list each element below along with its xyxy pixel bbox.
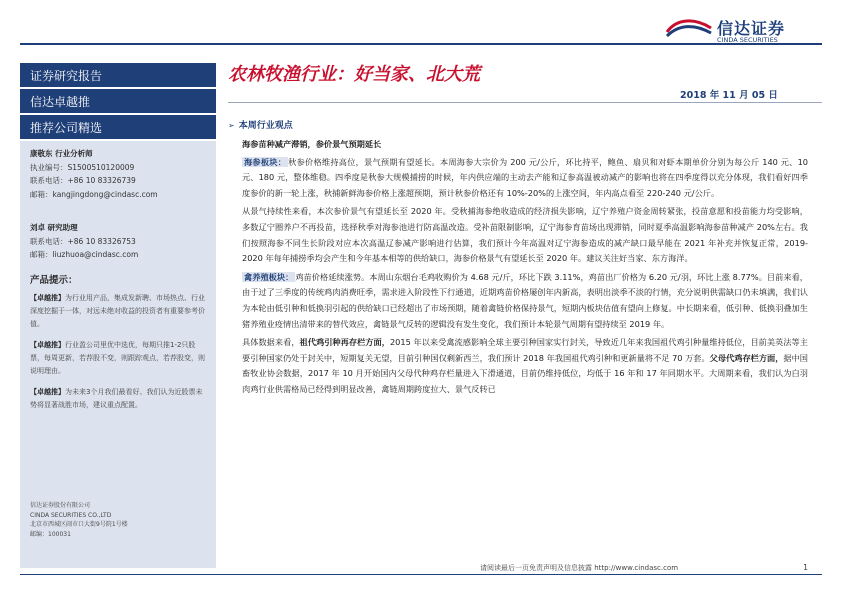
arrow-bullet-icon: ➢ — [228, 121, 235, 130]
analyst-license: 执业编号：S1500510120009 — [30, 162, 135, 172]
company-address: 北京市西城区闹市口大街9号院1号楼 — [30, 521, 128, 528]
analyst-email[interactable]: 邮箱：kangjingdong@cindasc.com — [30, 189, 158, 199]
section-rule — [228, 102, 822, 103]
rating-title: 信达卓越推 — [20, 89, 216, 115]
logo-text-cn: 信达证券 — [717, 19, 786, 38]
page-number: 1 — [803, 563, 809, 572]
product-tip: 【卓越推】为行业用产品，集成发新聘、市场热点、行业深度挖掘于一体，对远未绝对收益的投资者有重要参考价值。 — [30, 293, 205, 328]
sidebar — [20, 63, 216, 568]
analyst-name: 康敬东 行业分析师 — [30, 149, 93, 158]
cinda-logo-mark-icon — [665, 16, 713, 38]
body-headline: 海参苗种减产滞销，参价景气预期延长 — [242, 139, 382, 149]
paragraph-sea-cucumber: 海参板块： 秋参价格维持高位，景气预期有望延长。本周海参大宗价为 200 元/公斤，环比持平，鲍鱼、扇贝和对虾本期单价分别为每公斤 140 元、10 元、180 元，整体维稳。四季度是秋参大规模捕捞的时候，年内供应端的主动去产能和辽参高温被动减产的影响也将在四季度得以充分体现，我们看好四季度参价的新一轮上涨，秋捕新鲜海参价格上涨超预期，预计秋参价格还有 10%-20%的上涨空间，年内高点看至 220-240 元/公斤。 — [242, 156, 808, 198]
report-date: 2018 年 11 月 05 日 — [680, 90, 778, 101]
recommend-title: 推荐公司精选 — [20, 115, 216, 141]
assistant-name: 刘卓 研究助理 — [30, 223, 78, 232]
cinda-logo — [665, 14, 815, 44]
product-tips-title: 产品提示： — [30, 274, 78, 286]
analyst-phone: 联系电话：+86 10 83326739 — [30, 176, 136, 185]
section-heading: ➢ 本周行业观点 — [228, 121, 293, 131]
company-postcode: 邮编：100031 — [30, 530, 71, 538]
paragraph-data: 具体数据来看，祖代鸡引种再存栏方面，2015 年以来受禽流感影响全球主要引种国家实行封关，导致近几年来我国祖代鸡引种量维持低位，目前美英法等主要引种国家仍处于封关中，短期复关无望，目前引种国仅剩新西兰，我们预计 2018 年我国祖代鸡引种和更新量将不足 70 万套。父母代鸡存栏方面，据中国畜牧业协会数据，2017 年 10 月开始国内父母代种鸡存栏量进入下滑通道，目前仍维持低位，均低于 16 年和 17 年同期水平。大周期来看，我们认为白羽肉鸡行业供需格局已经得到明显改善，禽链周期跨度拉大、景气反转已 — [242, 337, 808, 394]
assistant-phone: 联系电话：+86 10 83326753 — [30, 236, 136, 246]
keyword-poultry: 禽养殖板块： — [244, 271, 294, 282]
keyword-sea-cucumber: 海参板块： — [244, 156, 287, 167]
company-info — [30, 501, 210, 539]
report-title: 农林牧渔行业：好当家、北大荒 — [228, 64, 480, 85]
footer-rule — [20, 574, 822, 575]
footer-disclaimer: 请阅读最后一页免责声明及信息披露 http://www.cindasc.com — [480, 564, 679, 572]
analyst-contact — [20, 141, 216, 201]
company-name-en: CINDA SECURITIES CO.,LTD — [30, 511, 112, 519]
paragraph-outlook: 从景气持续性来看，本次参价景气有望延长至 2020 年。受秋捕海参绝收造成的经济损失影响，辽宁养殖户资金周转紧张，投苗意愿和投苗能力均受影响，多数辽宁圈养户不再投苗，选择秋季对海参池进行防高温改造。受补苗限制影响，辽宁海参育苗场出现滞销，同时夏季高温影响海参苗种减产 20%左右。我们按照海参不同生长阶段对应本次高温辽参减产影响进行估算，我们预计今年高温对辽宁海参造成的减产缺口最早能在 2021 年补充并恢复正常，2019-2020 年每年捕捞季均会产生和今年基本相等的供给缺口，海参价格景气有望延长至 2020 年。建议关注好当家、东方海洋。 — [242, 206, 808, 264]
report-type-label: 证券研究报告 — [20, 63, 216, 89]
paragraph-poultry: 禽养殖板块： 鸡苗价格延续涨势。本周山东烟台毛鸡收购价为 4.68 元/斤，环比下跌 3.11%，鸡苗出厂价格为 6.20 元/羽，环比上涨 8.77%。目前来看，由于过了三季度的传统鸡肉消费旺季，需求进入阶段性下行通道，近期鸡苗价格屡创年内新高，表明出淡季不淡的行情，充分说明供需缺口仍未填满，我们认为本轮由低引种和低换羽引起的供给缺口已经超出了市场预期，随着禽链价格保持景气，短期内板块估值有望向上修复。中长期来看，低引种、低换羽叠加生猪养殖业疫情出清带来的替代效应，禽链景气反转的逻辑没有发生变化，我们预计本轮景气周期有望持续至 2019 年。 — [242, 271, 808, 329]
product-tip: 【卓越推】行业盈公司里优中选优，每期只推1-2只股票，每周更新，若荐股不变，则跟踪观点，若荐股变，则说明理由。 — [30, 340, 205, 375]
company-name-cn: 信达证券股份有限公司 — [30, 502, 91, 509]
product-tip: 【卓越推】为未来3个月我们最看好、我们认为近股票未势将显著战胜市场，建议重点配置。 — [30, 387, 203, 409]
assistant-email[interactable]: 邮箱：liuzhuoa@cindasc.com — [30, 250, 139, 259]
logo-text-en: CINDA SECURITIES — [717, 36, 778, 44]
assistant-contact — [20, 215, 216, 262]
report-body — [242, 137, 808, 401]
